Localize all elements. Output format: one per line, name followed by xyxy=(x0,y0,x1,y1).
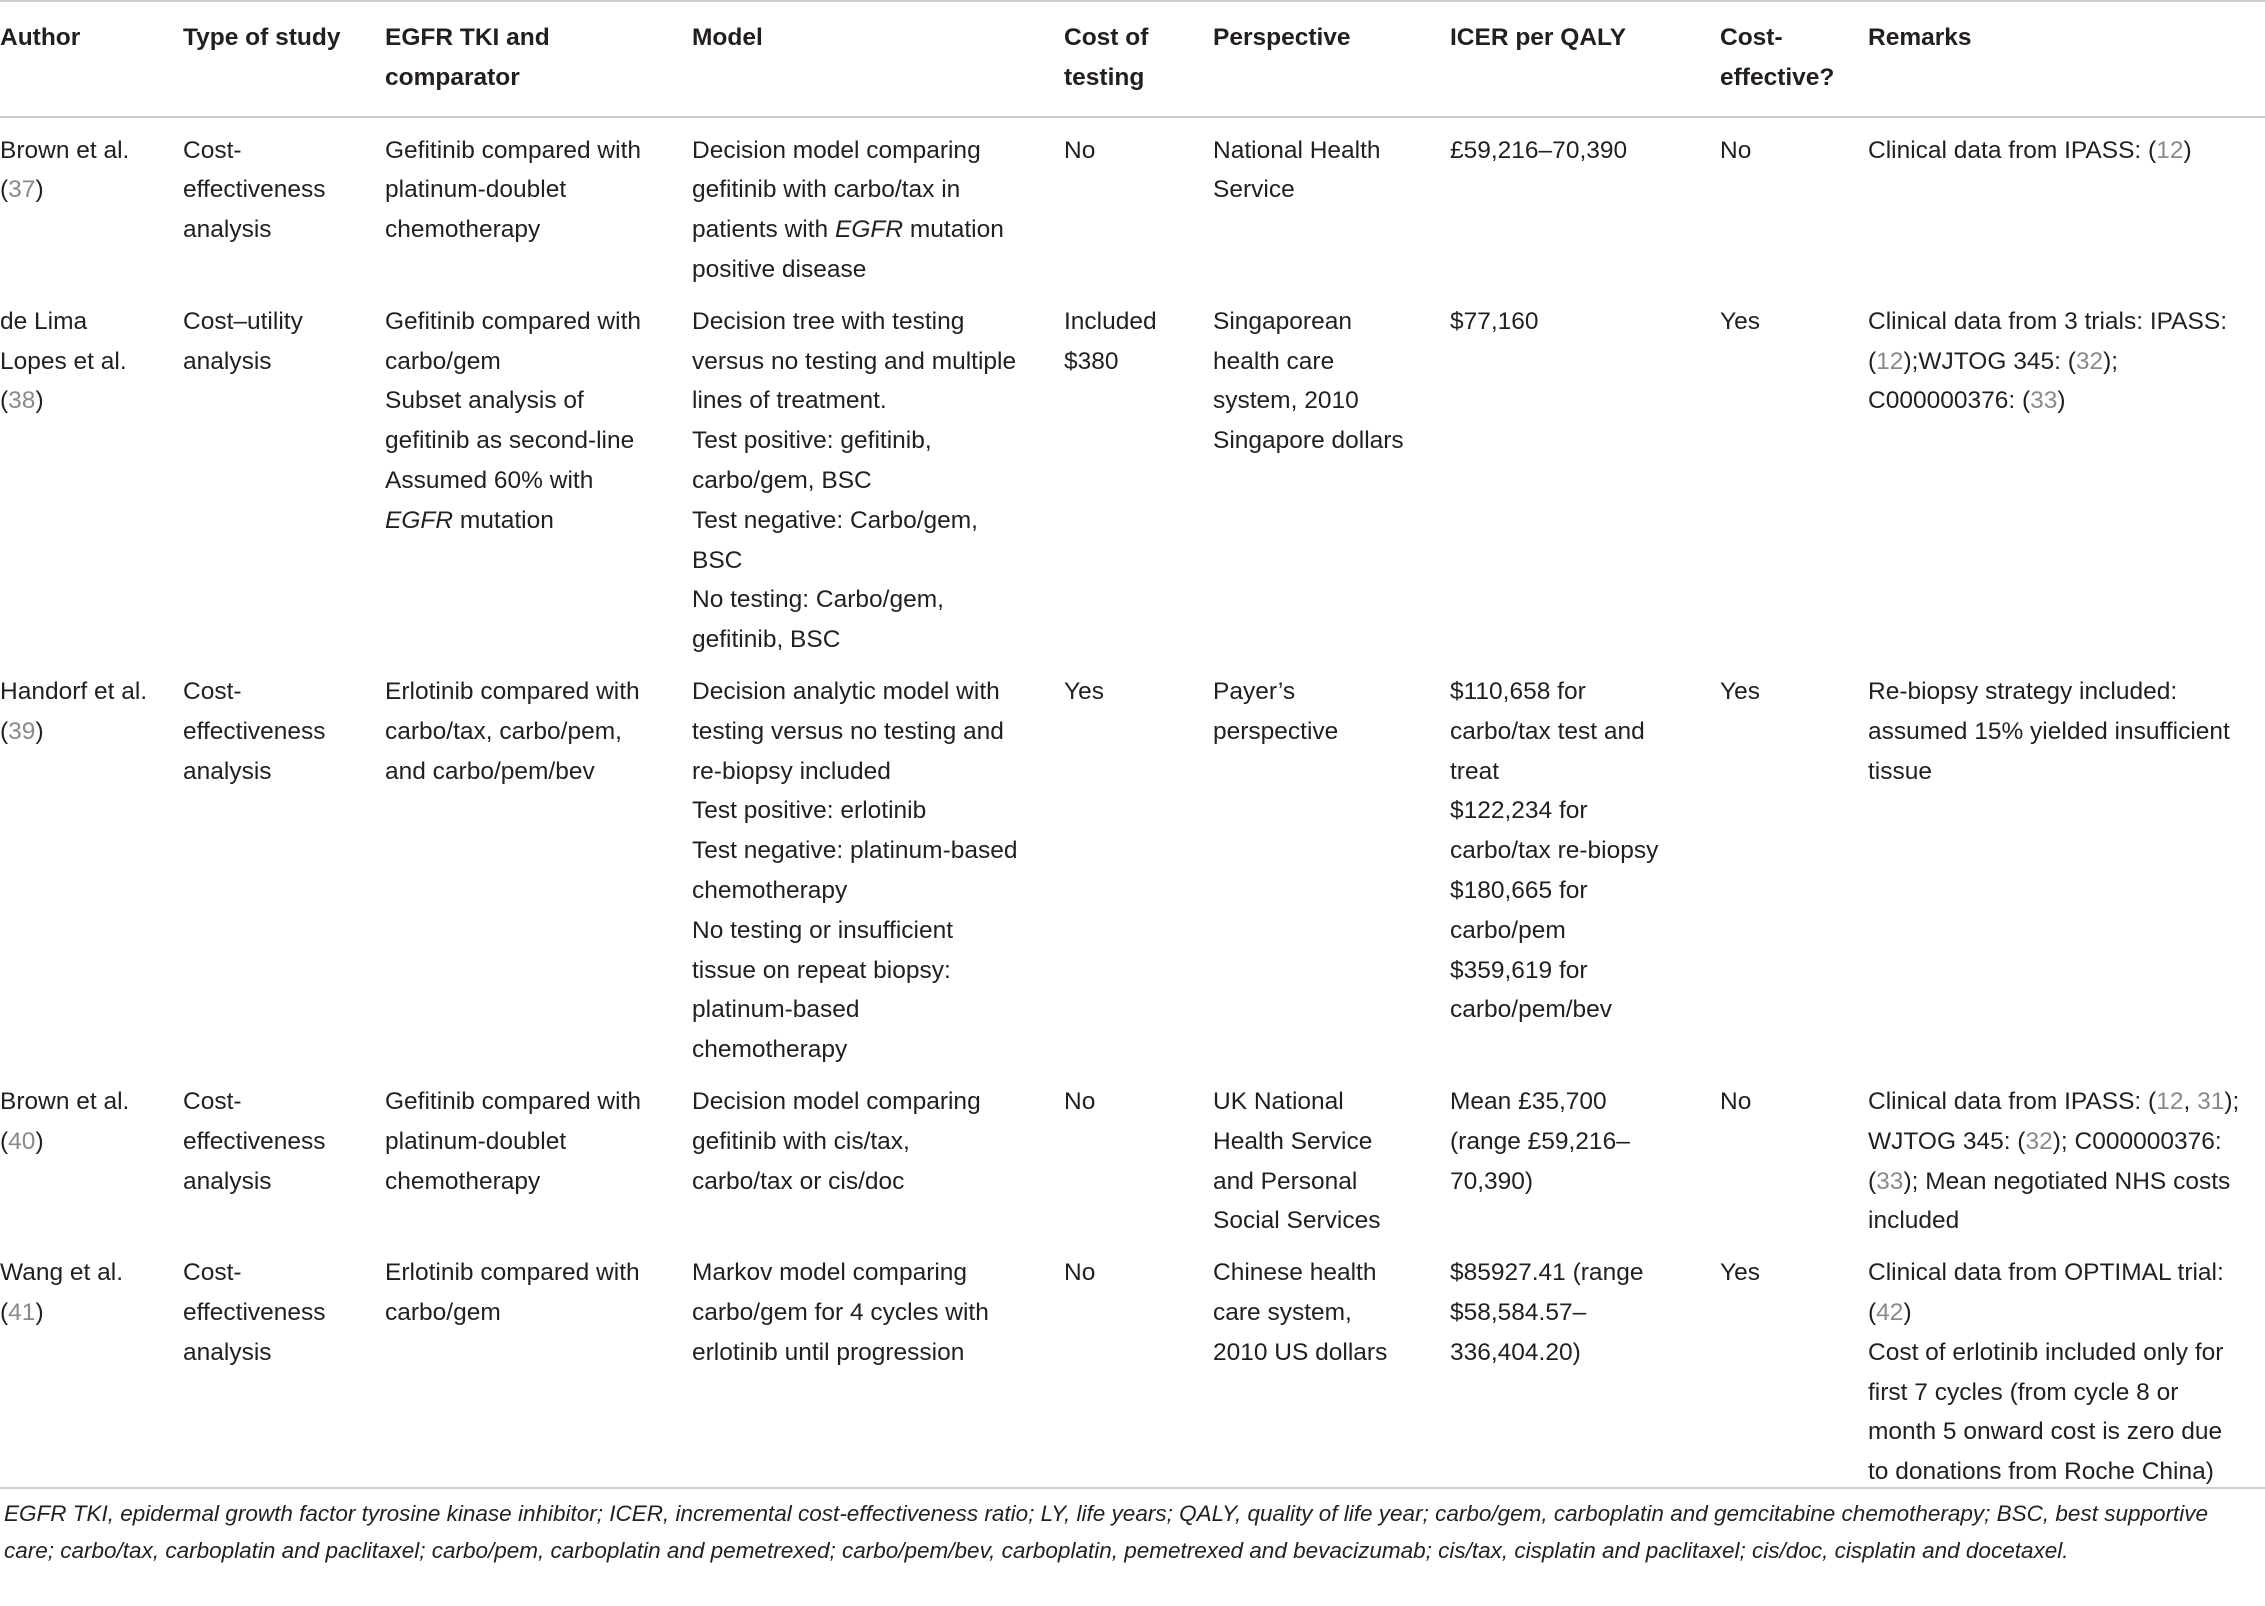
cell-line: $122,234 for xyxy=(1450,797,1588,825)
text-segment: ( xyxy=(0,1298,9,1326)
cell-line: analysis xyxy=(183,347,272,375)
text-segment: ); xyxy=(2224,1087,2240,1115)
cell-line xyxy=(1868,342,2255,382)
cell-line: Decision analytic model with xyxy=(692,677,1000,705)
text-segment: mutation xyxy=(453,506,554,534)
cell-author xyxy=(0,1241,183,1492)
cell-tki xyxy=(385,1241,692,1492)
cell-remarks xyxy=(1868,290,2265,660)
cell-line: No xyxy=(1064,1259,1096,1287)
cell-line: analysis xyxy=(183,757,272,785)
column-header-line: Remarks xyxy=(1868,24,1972,51)
cell-line: Social Services xyxy=(1213,1207,1381,1235)
table-row xyxy=(0,660,2265,1070)
cell-line xyxy=(0,672,173,712)
cell-line: Yes xyxy=(1720,677,1760,705)
reference-number: 37 xyxy=(8,176,36,204)
cell-line: Cost- xyxy=(183,136,242,164)
cell-icer xyxy=(1450,290,1720,660)
cell-line: 2010 US dollars xyxy=(1213,1338,1388,1366)
text-segment: ) xyxy=(35,176,44,204)
italic-term: EGFR xyxy=(835,216,904,244)
cell-line: system, 2010 xyxy=(1213,387,1359,415)
cell-line: $110,658 for xyxy=(1450,677,1586,705)
cell-line xyxy=(692,250,1054,290)
cell-tki xyxy=(385,117,692,290)
cell-line: perspective xyxy=(1213,717,1339,745)
text-segment: C000000376: ( xyxy=(1868,387,2031,415)
cell-line: gefitinib, BSC xyxy=(692,626,841,654)
column-header-line: testing xyxy=(1064,63,1145,91)
cell-line: Decision model comparing xyxy=(692,1087,981,1115)
cell-ce xyxy=(1720,660,1868,1070)
cell-ce xyxy=(1720,1241,1868,1492)
text-segment: included xyxy=(1868,1207,1960,1235)
cell-author xyxy=(0,1070,183,1241)
reference-number: 31 xyxy=(2197,1087,2225,1115)
cell-icer xyxy=(1450,1070,1720,1241)
cell-line xyxy=(1868,1162,2255,1202)
cell-line: $85927.41 (range xyxy=(1450,1259,1644,1287)
cell-line: £59,216–70,390 xyxy=(1450,136,1628,164)
cell-line: platinum-doublet xyxy=(385,176,567,204)
cell-line xyxy=(1868,1333,2255,1373)
column-header-author xyxy=(0,1,183,117)
cell-line: UK National xyxy=(1213,1087,1344,1115)
cell-line: $359,619 for xyxy=(1450,956,1588,984)
cell-line: No testing: Carbo/gem, xyxy=(692,586,944,614)
cell-line xyxy=(1868,1373,2255,1413)
reference-number: 42 xyxy=(1876,1298,1904,1326)
cell-line: carbo/tax re-biopsy xyxy=(1450,837,1659,865)
cell-line: Singapore dollars xyxy=(1213,427,1404,455)
cell-ce xyxy=(1720,290,1868,660)
cell-line xyxy=(692,210,1054,250)
cell-line: (range £59,216– xyxy=(1450,1127,1630,1155)
cell-ce xyxy=(1720,117,1868,290)
column-header-line: comparator xyxy=(385,63,520,91)
text-segment: ); xyxy=(2103,347,2119,375)
cell-tki xyxy=(385,1070,692,1241)
cell-tki xyxy=(385,290,692,660)
cell-line: carbo/pem/bev xyxy=(1450,996,1613,1024)
cell-line: carbo/gem for 4 cycles with xyxy=(692,1298,989,1326)
cell-line: No xyxy=(1064,136,1096,164)
cell-line: carbo/gem xyxy=(385,1298,501,1326)
cell-line xyxy=(1868,1122,2255,1162)
text-segment: Clinical data from IPASS: ( xyxy=(1868,136,2157,164)
cell-line: Re-biopsy strategy included: xyxy=(1868,677,2178,705)
column-header-type xyxy=(183,1,385,117)
reference-number: 32 xyxy=(2025,1127,2053,1155)
text-segment: Gefitinib compared with xyxy=(385,307,642,335)
text-segment: ) xyxy=(35,387,44,415)
column-header-line: Perspective xyxy=(1213,24,1351,51)
reference-number: 33 xyxy=(2030,387,2058,415)
cell-line: testing versus no testing and xyxy=(692,717,1004,745)
cell-line: 336,404.20) xyxy=(1450,1338,1581,1366)
cell-line: Markov model comparing xyxy=(692,1259,968,1287)
cell-perspective xyxy=(1213,1070,1450,1241)
cell-line: platinum-based xyxy=(692,996,860,1024)
text-segment: Wang et al. xyxy=(0,1259,124,1287)
cell-remarks xyxy=(1868,1241,2265,1492)
cell-remarks xyxy=(1868,660,2265,1070)
cell-line: care system, xyxy=(1213,1298,1352,1326)
cell-perspective xyxy=(1213,117,1450,290)
reference-number: 40 xyxy=(8,1127,36,1155)
cell-type xyxy=(183,1241,385,1492)
cell-line: tissue on repeat biopsy: xyxy=(692,956,951,984)
cell-cost xyxy=(1064,660,1213,1070)
column-header-icer xyxy=(1450,1,1720,117)
cell-line xyxy=(692,170,1054,210)
cell-line: effectiveness xyxy=(183,1127,326,1155)
cell-author xyxy=(0,117,183,290)
cell-icer xyxy=(1450,117,1720,290)
table-row xyxy=(0,1070,2265,1241)
cell-line: Payer’s xyxy=(1213,677,1296,705)
cell-line xyxy=(1868,381,2255,421)
cell-cost xyxy=(1064,1070,1213,1241)
italic-term: EGFR xyxy=(385,506,454,534)
cell-type xyxy=(183,660,385,1070)
text-segment: ) xyxy=(35,1127,44,1155)
cell-line: chemotherapy xyxy=(692,1036,848,1064)
reference-number: 32 xyxy=(2075,347,2104,375)
cell-line: tissue xyxy=(1868,757,1933,785)
column-header-ce xyxy=(1720,1,1868,117)
cell-line xyxy=(0,1253,173,1293)
cell-line: Yes xyxy=(1720,1259,1760,1287)
text-segment: WJTOG 345: ( xyxy=(1868,1127,2026,1155)
text-segment: Subset analysis of xyxy=(385,387,584,415)
cell-line: gefitinib with cis/tax, xyxy=(692,1127,910,1155)
cell-line: Yes xyxy=(1720,307,1760,335)
cell-type xyxy=(183,1070,385,1241)
text-segment: gefitinib as second-line xyxy=(385,427,635,455)
cell-line: analysis xyxy=(183,1338,272,1366)
column-header-line: Author xyxy=(0,24,81,51)
cell-line: analysis xyxy=(183,1167,272,1195)
column-header-line: Model xyxy=(692,24,763,51)
reference-number: 12 xyxy=(2156,1087,2184,1115)
cell-line: carbo/tax test and xyxy=(1450,717,1645,745)
text-segment: positive disease xyxy=(692,255,867,283)
cell-line: Erlotinib compared with xyxy=(385,677,640,705)
cell-line: $380 xyxy=(1064,347,1119,375)
cell-cost xyxy=(1064,117,1213,290)
text-segment: Brown et al. xyxy=(0,136,130,164)
text-segment: ); Mean negotiated NHS costs xyxy=(1903,1167,2231,1195)
table-footnote: EGFR TKI, epidermal growth factor tyrosine kinase inhibitor; ICER, incremental cost-effectiveness ratio; LY, life years; QALY, quality of life year; carbo/gem, carboplatin and gemcitabine chemotherapy; BSC, best supportive care; carbo/tax, carboplatin and paclitaxel; carbo/pem, carboplatin and pemetrexed; carbo/pem/bev, carboplatin, pemetrexed and bevacizumab; cis/tax, cisplatin and paclitaxel; cis/doc, cisplatin and docetaxel. xyxy=(4,1501,2209,1563)
cell-author xyxy=(0,290,183,660)
cell-line: Service xyxy=(1213,176,1295,204)
text-segment: mutation xyxy=(903,216,1004,244)
cell-line: $77,160 xyxy=(1450,307,1539,335)
cell-line: No testing or insufficient xyxy=(692,916,954,944)
cell-line: 70,390) xyxy=(1450,1167,1534,1195)
cell-icer xyxy=(1450,1241,1720,1492)
header-row xyxy=(0,1,2265,117)
cell-line xyxy=(1868,131,2255,171)
cell-remarks xyxy=(1868,117,2265,290)
table-row xyxy=(0,117,2265,290)
cell-line: BSC xyxy=(692,546,743,574)
text-segment: ( xyxy=(0,387,9,415)
cell-line xyxy=(1868,1201,2255,1241)
text-segment: ( xyxy=(1868,347,1877,375)
column-header-line: Type of study xyxy=(183,24,341,51)
cell-author xyxy=(0,660,183,1070)
cell-cost xyxy=(1064,1241,1213,1492)
cell-line xyxy=(385,381,682,421)
cell-line: Test positive: gefitinib, xyxy=(692,427,932,455)
cell-line: effectiveness xyxy=(183,1298,326,1326)
reference-number: 38 xyxy=(8,387,36,415)
text-segment: ) xyxy=(35,717,44,745)
cell-line xyxy=(1868,302,2255,342)
cell-model xyxy=(692,1070,1064,1241)
text-segment: to donations from Roche China) xyxy=(1868,1458,2214,1486)
text-segment: Assumed 60% with xyxy=(385,466,594,494)
cell-line xyxy=(0,302,173,342)
text-segment: Brown et al. xyxy=(0,1087,130,1115)
table-bottom-rule xyxy=(0,1487,2265,1489)
reference-number: 12 xyxy=(2156,136,2184,164)
cell-line: Health Service xyxy=(1213,1127,1373,1155)
text-segment: ( xyxy=(1868,1167,1877,1195)
cell-line: analysis xyxy=(183,216,272,244)
cell-line: Chinese health xyxy=(1213,1259,1377,1287)
column-header-remarks xyxy=(1868,1,2265,117)
column-header-line: EGFR TKI and xyxy=(385,24,550,51)
text-segment: ) xyxy=(2183,136,2192,164)
cell-line: chemotherapy xyxy=(385,1167,541,1195)
cell-line xyxy=(385,461,682,501)
cell-line: Yes xyxy=(1064,677,1104,705)
text-segment: first 7 cycles (from cycle 8 or xyxy=(1868,1378,2179,1406)
text-segment: Clinical data from OPTIMAL trial: xyxy=(1868,1259,2224,1287)
cell-perspective xyxy=(1213,1241,1450,1492)
text-segment: ) xyxy=(2057,387,2066,415)
cell-line: effectiveness xyxy=(183,717,326,745)
cell-line: Cost- xyxy=(183,1259,242,1287)
cell-line: No xyxy=(1720,1087,1752,1115)
reference-number: 12 xyxy=(1876,347,1904,375)
text-segment: ( xyxy=(0,1127,9,1155)
cell-perspective xyxy=(1213,290,1450,660)
text-segment: Decision model comparing xyxy=(692,136,981,164)
cell-type xyxy=(183,117,385,290)
cell-line: chemotherapy xyxy=(385,216,541,244)
cell-line: carbo/gem, BSC xyxy=(692,466,872,494)
cell-line: carbo/pem xyxy=(1450,916,1566,944)
cell-line xyxy=(0,1082,173,1122)
cell-line: effectiveness xyxy=(183,176,326,204)
reference-number: 39 xyxy=(8,717,36,745)
cell-line: $180,665 for xyxy=(1450,876,1588,904)
table-row xyxy=(0,290,2265,660)
table-body xyxy=(0,117,2265,1492)
cell-tki xyxy=(385,660,692,1070)
cell-model xyxy=(692,660,1064,1070)
cell-line: Test negative: platinum-based xyxy=(692,837,1018,865)
text-segment: ( xyxy=(1868,1298,1877,1326)
text-segment: patients with xyxy=(692,216,835,244)
reference-number: 33 xyxy=(1876,1167,1904,1195)
cell-line: platinum-doublet xyxy=(385,1127,567,1155)
cell-type xyxy=(183,290,385,660)
cell-line xyxy=(0,712,173,752)
cell-line: No xyxy=(1720,136,1752,164)
cell-line: $58,584.57– xyxy=(1450,1298,1587,1326)
cell-line: Gefitinib compared with xyxy=(385,136,642,164)
text-segment: de Lima xyxy=(0,307,88,335)
column-header-line: effective? xyxy=(1720,63,1835,91)
text-segment: ( xyxy=(0,717,9,745)
cell-line: Decision tree with testing xyxy=(692,307,965,335)
cell-cost xyxy=(1064,290,1213,660)
cell-line: re-biopsy included xyxy=(692,757,891,785)
cell-line: Test positive: erlotinib xyxy=(692,797,927,825)
cell-line: erlotinib until progression xyxy=(692,1338,965,1366)
cell-perspective xyxy=(1213,660,1450,1070)
text-segment: , xyxy=(2183,1087,2198,1115)
cell-remarks xyxy=(1868,1070,2265,1241)
cell-line: assumed 15% yielded insufficient xyxy=(1868,717,2230,745)
text-segment: Clinical data from IPASS: ( xyxy=(1868,1087,2157,1115)
cell-line: carbo/tax or cis/doc xyxy=(692,1167,905,1195)
text-segment: Lopes et al. xyxy=(0,347,127,375)
cell-line: carbo/tax, carbo/pem, xyxy=(385,717,622,745)
text-segment: );WJTOG 345: ( xyxy=(1903,347,2076,375)
column-header-line: Cost- xyxy=(1720,24,1783,51)
table-header xyxy=(0,1,2265,117)
cell-line: Cost–utility xyxy=(183,307,303,335)
text-segment: month 5 onward cost is zero due xyxy=(1868,1418,2223,1446)
cell-line xyxy=(0,1122,173,1162)
cell-line xyxy=(0,1293,173,1333)
cell-line xyxy=(1868,1452,2255,1492)
text-segment: ) xyxy=(35,1298,44,1326)
cell-line: Cost- xyxy=(183,1087,242,1115)
cell-line: health care xyxy=(1213,347,1335,375)
cell-line xyxy=(0,131,173,171)
cell-line: versus no testing and multiple xyxy=(692,347,1017,375)
text-segment: Clinical data from 3 trials: IPASS: xyxy=(1868,307,2228,335)
column-header-tki xyxy=(385,1,692,117)
cell-line: chemotherapy xyxy=(692,876,848,904)
text-segment: ) xyxy=(1903,1298,1912,1326)
cell-line: and Personal xyxy=(1213,1167,1358,1195)
cell-line xyxy=(385,302,682,342)
cell-line: and carbo/pem/bev xyxy=(385,757,595,785)
cell-line xyxy=(1868,1082,2255,1122)
cell-line xyxy=(1868,1412,2255,1452)
cell-line: Singaporean xyxy=(1213,307,1352,335)
cell-line: Erlotinib compared with xyxy=(385,1259,640,1287)
cell-line xyxy=(385,421,682,461)
cell-ce xyxy=(1720,1070,1868,1241)
cell-line: lines of treatment. xyxy=(692,387,887,415)
cell-line xyxy=(385,501,682,541)
cell-line: No xyxy=(1064,1087,1096,1115)
column-header-model xyxy=(692,1,1064,117)
text-segment: ); C000000376: xyxy=(2052,1127,2222,1155)
text-segment: Handorf et al. xyxy=(0,677,148,705)
text-segment: Cost of erlotinib included only for xyxy=(1868,1338,2224,1366)
cell-line: Cost- xyxy=(183,677,242,705)
cell-line: Test negative: Carbo/gem, xyxy=(692,506,978,534)
column-header-perspective xyxy=(1213,1,1450,117)
cell-line xyxy=(1868,1293,2255,1333)
text-segment: carbo/gem xyxy=(385,347,501,375)
cell-line xyxy=(1868,1253,2255,1293)
cell-line: treat xyxy=(1450,757,1500,785)
reference-number: 41 xyxy=(8,1298,36,1326)
column-header-line: Cost of xyxy=(1064,24,1149,51)
cell-line xyxy=(385,342,682,382)
cell-line xyxy=(0,170,173,210)
cell-line: Included xyxy=(1064,307,1157,335)
cell-line xyxy=(692,131,1054,171)
cell-line xyxy=(0,342,173,382)
cell-model xyxy=(692,1241,1064,1492)
cell-model xyxy=(692,290,1064,660)
cell-model xyxy=(692,117,1064,290)
text-segment: gefitinib with carbo/tax in xyxy=(692,176,961,204)
text-segment: ( xyxy=(0,176,9,204)
cell-line: Mean £35,700 xyxy=(1450,1087,1607,1115)
column-header-line: ICER per QALY xyxy=(1450,24,1627,51)
cell-line xyxy=(0,381,173,421)
table-row xyxy=(0,1241,2265,1492)
column-header-cost xyxy=(1064,1,1213,117)
cell-icer xyxy=(1450,660,1720,1070)
cell-line: National Health xyxy=(1213,136,1381,164)
cell-line: Gefitinib compared with xyxy=(385,1087,642,1115)
